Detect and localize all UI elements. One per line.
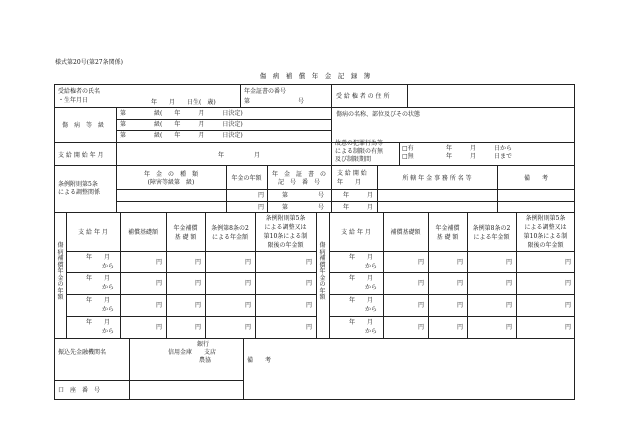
payment-row-yen: 円 xyxy=(418,302,425,309)
restriction-no[interactable]: □無 xyxy=(402,153,414,160)
payment-row-yen: 円 xyxy=(418,324,425,331)
payment-row-ym: 年 月 xyxy=(86,254,111,261)
col-cert-1: 年 金 証 書 の xyxy=(271,171,326,178)
bank-option-3: 農協 xyxy=(199,357,212,364)
col-office: 所 轄 年 金 事 務 所 名 等 xyxy=(402,175,472,182)
col-grade-base-left-2: 基 礎 額 xyxy=(174,234,197,241)
payment-row-ym: 年 月 xyxy=(86,275,111,282)
payment-row-yen: 円 xyxy=(156,302,163,309)
grade-label: 傷 病 等 級 xyxy=(62,122,105,129)
adjust-yen-2: 円 xyxy=(258,204,265,211)
payment-row-yen: 円 xyxy=(306,302,313,309)
payment-row-ym: 年 月 xyxy=(349,275,374,282)
col-art8-right-2: による年金額 xyxy=(473,234,510,241)
col-grade-base-right-2: 基 礎 額 xyxy=(436,234,459,241)
col-adj-right-2: による調整又は xyxy=(524,224,567,231)
payment-row-from: から xyxy=(102,284,115,291)
payment-row-yen: 円 xyxy=(306,258,313,266)
restriction-label-2: による制限の有無 xyxy=(335,148,384,155)
restriction-label-1: 故意の犯罪行為等 xyxy=(335,140,384,147)
payment-row-yen: 円 xyxy=(156,258,163,266)
payment-row-yen: 円 xyxy=(457,258,464,266)
payment-row-from: から xyxy=(365,306,378,313)
payment-row-ym: 年 月 xyxy=(86,319,111,326)
start-line: 年 月 xyxy=(218,152,261,159)
account-label: 口 座 番 号 xyxy=(58,387,101,394)
period-from: 年 月 日から xyxy=(446,145,513,152)
injury-label: 傷病の名称、部位及びその状態 xyxy=(336,111,421,118)
payment-row-yen: 円 xyxy=(506,302,513,309)
col-adj-right-3: 第10条による制 xyxy=(523,233,568,240)
col-base-left: 補償基礎額 xyxy=(127,229,158,236)
payment-row-yen: 円 xyxy=(506,324,513,331)
adjust-ym-2: 年 月 xyxy=(343,204,374,211)
payment-row-yen: 円 xyxy=(457,324,464,331)
payment-row-yen: 円 xyxy=(195,324,202,331)
payment-row-ym: 年 月 xyxy=(86,297,111,304)
col-date-right: 支 給 年 月 xyxy=(341,229,371,236)
payment-row-yen: 円 xyxy=(418,280,425,287)
payment-side-label-left: 傷病補償年金の年額 xyxy=(57,242,64,301)
payment-row-yen: 円 xyxy=(245,324,252,331)
payment-row-from: から xyxy=(365,263,378,270)
payment-row-from: から xyxy=(365,284,378,291)
payment-row-yen: 円 xyxy=(195,258,202,266)
col-start-2: 年 月 xyxy=(337,179,362,186)
adjust-ym-1: 年 月 xyxy=(343,192,374,199)
col-kind-2: (障害等級第 級) xyxy=(147,179,195,186)
birth-label: ・生年月日 xyxy=(58,97,89,104)
col-adj-right-4: 限後の年金額 xyxy=(527,242,564,249)
grade-prefix-2: 第 xyxy=(120,121,127,128)
address-label: 受 給 権 者 の 住 所 xyxy=(336,93,390,100)
payment-row-yen: 円 xyxy=(457,302,464,309)
payment-row-ym: 年 月 xyxy=(349,319,374,326)
col-art8-left-2: による年金額 xyxy=(211,234,248,241)
payment-row-yen: 円 xyxy=(418,258,425,266)
payment-row-ym: 年 月 xyxy=(349,254,374,261)
payment-row-yen: 円 xyxy=(156,324,163,331)
payment-row-yen: 円 xyxy=(306,280,313,287)
col-grade-base-left-1: 年金補償 xyxy=(173,225,198,232)
payment-row-yen: 円 xyxy=(195,280,202,287)
payment-row-yen: 円 xyxy=(195,302,202,309)
cert-label: 年金証書の番号 xyxy=(244,88,287,95)
birth-line: 年 月 日生( 歳) xyxy=(151,99,216,106)
col-base-right: 補償基礎額 xyxy=(390,229,421,236)
adjust-label-1: 条例附則第5条 xyxy=(58,181,98,188)
payment-row-yen: 円 xyxy=(565,324,572,331)
col-amount: 年金の年額 xyxy=(231,175,262,182)
grade-row-1: 級( 年 月 日決定) xyxy=(154,110,243,117)
payment-row-yen: 円 xyxy=(565,258,572,266)
col-adj-right-1: 条例附則第5条 xyxy=(525,215,566,222)
payment-row-from: から xyxy=(102,306,115,313)
payment-row-yen: 円 xyxy=(565,302,572,309)
col-adj-left-1: 条例附則第5条 xyxy=(265,215,306,222)
start-label: 支 給 開 始 年 月 xyxy=(58,152,104,159)
payment-row-yen: 円 xyxy=(565,280,572,287)
form-title: 傷 病 補 償 年 金 記 録 簿 xyxy=(259,72,371,80)
payment-row-yen: 円 xyxy=(506,258,513,266)
payment-row-ym: 年 月 xyxy=(349,297,374,304)
bank-note-label: 備 考 xyxy=(247,357,272,364)
payment-row-yen: 円 xyxy=(306,324,313,331)
adjust-cert-1: 第 号 xyxy=(282,192,325,199)
payment-row-yen: 円 xyxy=(245,258,252,266)
name-label: 受給権者の氏名 xyxy=(58,88,101,95)
col-grade-base-right-1: 年金補償 xyxy=(435,225,460,232)
bank-option-2: 信用金庫 支店 xyxy=(168,349,217,356)
payment-row-yen: 円 xyxy=(245,280,252,287)
col-kind-1: 年 金 の 種 類 xyxy=(143,171,198,178)
col-cert-2: 記 号 番 号 xyxy=(277,179,320,186)
payment-side-label-right: 傷病補償年金の年額 xyxy=(319,242,326,301)
col-date-left: 支 給 年 月 xyxy=(78,229,108,236)
adjust-label-2: による調整関係 xyxy=(58,189,101,196)
form-number: 様式第20号(第27条関係) xyxy=(55,59,123,66)
col-art8-right-1: 条例第8条の2 xyxy=(472,225,511,232)
payment-row-from: から xyxy=(365,328,378,335)
payment-row-yen: 円 xyxy=(457,280,464,287)
payment-row-from: から xyxy=(102,328,115,335)
grade-prefix-3: 第 xyxy=(120,132,127,139)
adjust-yen-1: 円 xyxy=(258,192,265,199)
payment-row-from: から xyxy=(102,263,115,270)
grade-row-3: 級( 年 月 日決定) xyxy=(154,132,243,139)
payment-row-yen: 円 xyxy=(245,302,252,309)
adjust-cert-2: 第 号 xyxy=(282,204,325,211)
cert-line: 第 号 xyxy=(244,98,305,105)
grade-row-2: 級( 年 月 日決定) xyxy=(154,121,243,128)
restriction-label-3: 及び制限期間 xyxy=(335,156,372,163)
col-note: 備 考 xyxy=(523,175,548,182)
payment-row-yen: 円 xyxy=(156,280,163,287)
col-art8-left-1: 条例第8条の2 xyxy=(211,225,249,232)
col-adj-left-3: 第10条による制 xyxy=(263,233,308,240)
col-adj-left-2: による調整又は xyxy=(264,224,307,231)
payment-row-yen: 円 xyxy=(506,280,513,287)
grade-prefix-1: 第 xyxy=(120,110,127,117)
col-adj-left-4: 限後の年金額 xyxy=(267,242,304,249)
bank-label: 振込先金融機関名 xyxy=(58,349,107,356)
restriction-yes[interactable]: □有 xyxy=(402,145,414,152)
bank-option-1: 銀行 xyxy=(197,341,210,348)
period-to: 年 月 日まで xyxy=(446,153,513,160)
col-start-1: 支 給 開 始 xyxy=(337,170,367,177)
